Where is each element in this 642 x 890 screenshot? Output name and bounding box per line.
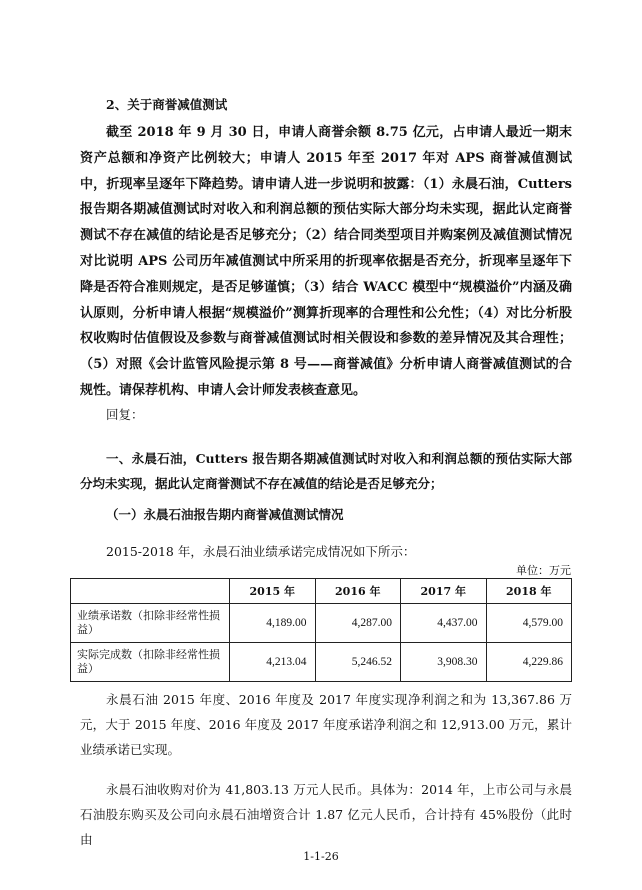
- table-header-cell: 2016 年: [315, 579, 401, 604]
- row-label: 业绩承诺数（扣除非经常性损益）: [71, 604, 230, 643]
- subsection-1-title: （一）永晨石油报告期内商誉减值测试情况: [106, 507, 344, 522]
- table-cell: 4,189.00: [230, 604, 316, 643]
- performance-table: [70, 578, 572, 682]
- table-header-cell: [71, 579, 230, 604]
- paragraph-profit-summary: 永晨石油 2015 年度、2016 年度及 2017 年度实现净利润之和为 13,367.86 万元，大于 2015 年度、2016 年度及 2017 年度承诺净利润之和 12,913.00 万元，累计业绩承诺已实现。: [80, 692, 572, 757]
- table-row: [71, 604, 572, 643]
- row-label: 实际完成数（扣除非经常性损益）: [71, 643, 230, 682]
- table-header-cell: 2018 年: [486, 579, 572, 604]
- section-heading: 2、关于商誉减值测试: [106, 97, 228, 112]
- paragraph-acquisition: 永晨石油收购对价为 41,803.13 万元人民币。具体为：2014 年，上市公司与永晨石油股东购买及公司向永晨石油增资合计 1.87 亿元人民币，合计持有 45%股份（此时由: [80, 782, 572, 847]
- table-cell: 3,908.30: [401, 643, 487, 682]
- table-cell: 4,579.00: [486, 604, 572, 643]
- table-header-cell: 2017 年: [401, 579, 487, 604]
- table-row: [71, 643, 572, 682]
- table-header-cell: 2015 年: [230, 579, 316, 604]
- table-cell: 4,229.86: [486, 643, 572, 682]
- table-cell: 4,437.00: [401, 604, 487, 643]
- unit-label: 单位：万元: [516, 564, 571, 577]
- reply-label: 回复：: [106, 407, 144, 422]
- table-header-row: [71, 579, 572, 604]
- table-cell: 4,213.04: [230, 643, 316, 682]
- intro-paragraph: 2015-2018 年，永晨石油业绩承诺完成情况如下所示：: [106, 544, 416, 559]
- section-1-title: 一、永晨石油，Cutters 报告期各期减值测试时对收入和利润总额的预估实际大部分均未实现，据此认定商誉测试不存在减值的结论是否足够充分；: [80, 451, 572, 491]
- question-paragraph: 截至 2018 年 9 月 30 日，申请人商誉余额 8.75 亿元，占申请人最近一期末资产总额和净资产比例较大；申请人 2015 年至 2017 年对 APS 商誉减值测试中，折现率呈逐年下降趋势。请申请人进一步说明和披露：（1）永晨石油，Cutters 报告期各期减值测试时对收入和利润总额的预估实际大部分均未实现，据此认定商誉测试不存在减值的结论是否足够充分；（2）结合同类型项目并购案例及减值测试情况对比说明 APS 公司历年减值测试中所采用的折现率依据是否充分，折现率呈逐年下降是否符合准则规定，是否足够谨慎；（3）结合 WACC 模型中“规模溢价”内涵及确认原则，分析申请人根据“规模溢价”测算折现率的合理性和公允性；（4）对比分析股权收购时估值假设及参数与商誉减值测试时相关假设和参数的差异情况及其合理性；（5）对照《会计监管风险提示第 8 号——商誉减值》分析申请人商誉减值测试的合规性。请保荐机构、申请人会计师发表核查意见。: [80, 125, 572, 398]
- table-cell: 4,287.00: [315, 604, 401, 643]
- table-cell: 5,246.52: [315, 643, 401, 682]
- page-number: 1-1-26: [303, 850, 339, 863]
